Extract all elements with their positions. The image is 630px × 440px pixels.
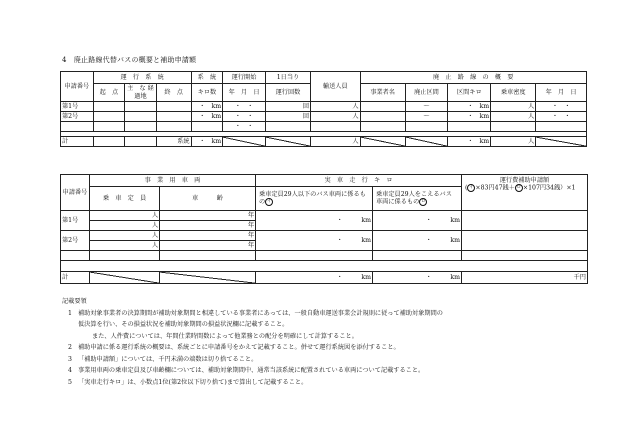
passengers: 人	[311, 112, 361, 122]
actual-km-gt29: ・ km	[373, 211, 462, 231]
circle-i-icon: イ	[469, 185, 474, 191]
start-date: ・ ・	[223, 122, 266, 132]
ride-density: 人	[491, 102, 536, 112]
total-passengers: 人	[311, 137, 361, 147]
note-item: 仮決算を行い、その損益状況を補助対象期間の損益状況欄に記載すること。	[78, 321, 289, 328]
daily-trips: 回	[265, 102, 310, 112]
t1-header-apply-no: 申請番号	[61, 72, 94, 102]
t1-header-start: 運行開始	[223, 72, 266, 84]
route-overview-table	[60, 71, 587, 147]
t1-header-daily: 1日当り	[265, 72, 310, 84]
t2-header-gt29: 乗車定員29人をこえるバス車両に係るもの ロ	[373, 187, 462, 211]
t2-header-actual-km: 実 車 走 行 キ ロ	[256, 175, 462, 187]
table-row	[61, 102, 587, 112]
t1-header-density: 乗車密度	[491, 84, 536, 102]
capacity: 人	[90, 211, 160, 221]
page-title: 4 廃止路線代替バスの概要と補助申請額	[62, 56, 197, 64]
t2-header-capacity: 乗 車 定 員	[90, 187, 160, 211]
capacity: 人	[90, 241, 160, 251]
capacity: 人	[90, 231, 160, 241]
circle-ro-icon: ロ	[421, 199, 426, 205]
ride-density: 人	[491, 112, 536, 122]
circle-ro-icon: ロ	[516, 185, 522, 191]
t1-header-ymd2: 年 月 日	[536, 84, 587, 102]
route-km: ・ km	[191, 112, 223, 122]
note-item: 5 「実車走行キロ」は、小数点1位(第2位以下切り捨て)まで算出して記載すること。	[68, 378, 308, 386]
total-row	[61, 137, 587, 147]
subsidy-formula: ( イ ×83円47銭＋ ロ ×107円34銭）×1	[465, 184, 576, 192]
total-subsidy: 千円	[462, 272, 588, 284]
start-date: ・ ・	[223, 112, 266, 122]
note-item: 3 「補助申請額」については、千円未満の端数は切り捨てること。	[68, 355, 258, 363]
total-label: 計	[61, 272, 90, 284]
t1-header-abolished: 廃 止 路 線 の 概 要	[360, 72, 586, 84]
abolished-section: 〜	[405, 102, 448, 112]
row-label: 第2号	[61, 231, 90, 251]
t1-header-trips: 運行回数	[265, 84, 310, 102]
t1-header-origin: 起 点	[93, 84, 125, 102]
total-density: 人	[491, 137, 536, 147]
t2-header-subsidy	[462, 175, 588, 211]
abolished-date: ・ ・	[536, 102, 587, 112]
t1-header-system: 系 統	[191, 72, 223, 84]
t1-header-section: 廃止区間	[405, 84, 448, 102]
row-label: 第1号	[61, 211, 90, 231]
t1-header-km: キロ数	[191, 84, 223, 102]
t1-header-terminus: 終 点	[156, 84, 191, 102]
table-row	[61, 122, 587, 132]
note-item: 4 事業用車両の乗車定員及び車齢欄については、補助対象期間中、通常当該系統に配置されている車両について記載すること。	[68, 367, 425, 374]
vehicle-age: 年	[160, 221, 256, 231]
actual-km-le29: ・ km	[256, 211, 373, 231]
t1-header-operator: 事業者名	[360, 84, 405, 102]
notes-section	[62, 296, 607, 388]
start-date: ・ ・	[223, 102, 266, 112]
total-km: ・ km	[191, 137, 223, 147]
section-km: ・ km	[448, 112, 491, 122]
table-row	[61, 231, 588, 241]
total-section-km: ・ km	[448, 137, 491, 147]
t2-header-age: 車 齢	[160, 187, 256, 211]
row-label: 第2号	[61, 112, 94, 122]
note-item: 2 補助申請に係る運行系統の概要は、系統ごとに申請番号をかえて記載すること。併せて運行系統図を添付すること。	[68, 344, 400, 351]
capacity: 人	[90, 221, 160, 231]
vehicle-age: 年	[160, 241, 256, 251]
table-row	[61, 112, 587, 122]
note-item: 1 補助対象事業者の決算期間が補助対象期間と相違している事業者にあっては、一般自動車運送事業会計規則に従って補助対象期間の	[68, 309, 443, 317]
t2-header-vehicle: 事 業 用 車 両	[90, 175, 256, 187]
total-km-gt29: ・ km	[373, 272, 462, 284]
table-row	[61, 211, 588, 221]
t1-header-ymd: 年 月 日	[223, 84, 266, 102]
total-label: 計	[61, 137, 94, 147]
vehicle-subsidy-table	[60, 174, 588, 284]
note-item: また、人件費については、年間仕業時間数によって他業務との配分を明確にして計算すること。	[92, 332, 358, 340]
route-km: ・ km	[191, 102, 223, 112]
t1-header-route: 運 行 系 統	[93, 72, 191, 84]
abolished-section: 〜	[405, 112, 448, 122]
t1-header-section-km: 区間キロ	[448, 84, 491, 102]
subsidy-title: 運行費補助申請額	[499, 177, 550, 184]
vehicle-age: 年	[160, 231, 256, 241]
passengers: 人	[311, 102, 361, 112]
t1-header-via: 主 な 経過地	[125, 84, 157, 102]
actual-km-le29: ・ km	[256, 231, 373, 251]
t2-header-le29: 乗車定員29人以下のバス車両に係るもの イ	[256, 187, 373, 211]
total-row	[61, 272, 588, 284]
t2-header-apply-no: 申請番号	[61, 175, 90, 211]
row-label: 第1号	[61, 102, 94, 112]
section-km: ・ km	[448, 102, 491, 112]
actual-km-gt29: ・ km	[373, 231, 462, 251]
total-km-le29: ・ km	[256, 272, 373, 284]
notes-heading: 記載要領	[62, 298, 87, 305]
abolished-date: ・ ・	[536, 112, 587, 122]
circle-i-icon: イ	[266, 199, 272, 205]
vehicle-age: 年	[160, 211, 256, 221]
t1-header-pax: 輸送人員	[311, 72, 361, 102]
total-system: 系統	[156, 137, 191, 147]
daily-trips: 回	[265, 112, 310, 122]
